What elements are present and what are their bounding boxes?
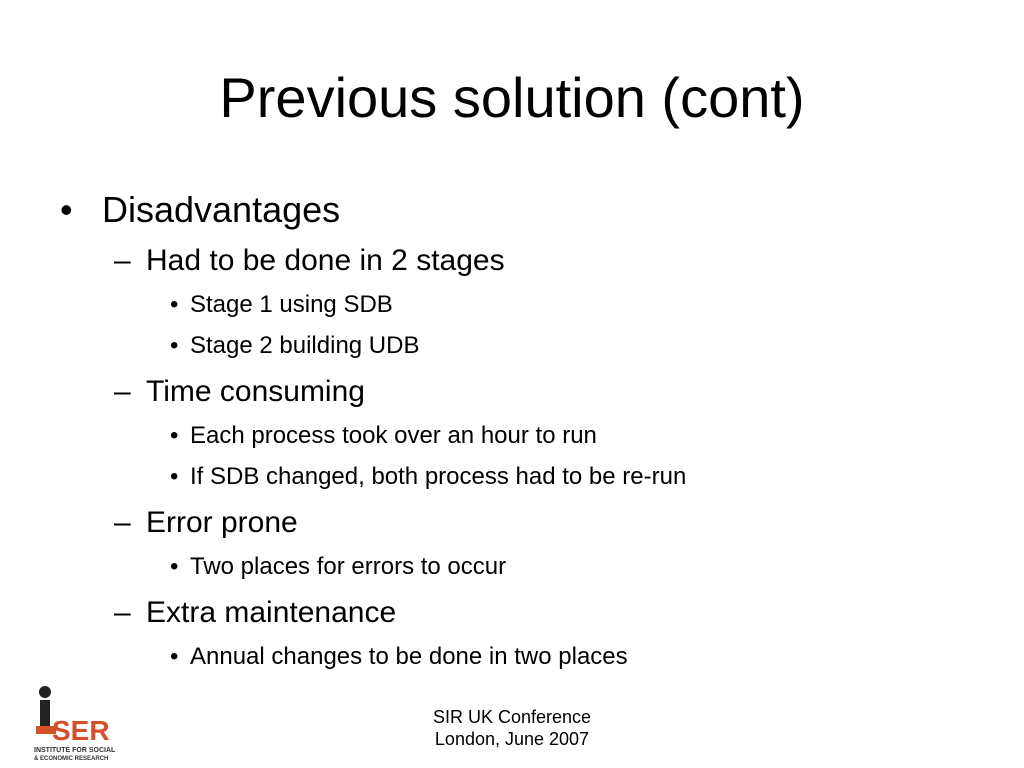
logo-tagline-2: & ECONOMIC RESEARCH — [34, 756, 109, 762]
bullet-text: Stage 1 using SDB — [190, 291, 393, 318]
logo-figure-body — [40, 700, 50, 726]
bullet-text: Time consuming — [146, 375, 365, 408]
footer-conference: SIR UK Conference — [432, 707, 592, 727]
bullet-text: Extra maintenance — [146, 596, 397, 629]
logo-figure-head — [39, 686, 51, 698]
bullet-dash-icon: – — [114, 244, 131, 277]
bullet-dot-icon: • — [170, 291, 179, 318]
bullet-dot-icon: • — [170, 422, 179, 449]
bullet-text: Annual changes to be done in two places — [190, 643, 628, 670]
footer — [380, 706, 644, 750]
bullet-dot-icon: • — [170, 332, 179, 359]
bullet-text: Error prone — [146, 506, 298, 539]
bullet-text: Two places for errors to occur — [190, 553, 507, 580]
bullet-dash-icon: – — [114, 375, 131, 408]
logo-wordmark: SER — [52, 715, 110, 746]
bullet-text: Disadvantages — [102, 189, 341, 230]
bullet-text: Each process took over an hour to run — [190, 422, 597, 449]
bullet-dot-icon: • — [170, 553, 179, 580]
bullet-text: Had to be done in 2 stages — [146, 244, 505, 277]
iser-logo — [28, 684, 124, 764]
bullet-dot-icon: • — [170, 643, 179, 670]
bullet-dot-icon: • — [170, 463, 179, 490]
slide-title: Previous solution (cont) — [219, 66, 805, 129]
bullet-dash-icon: – — [114, 506, 131, 539]
bullet-dot-icon: • — [60, 189, 73, 230]
bullet-text: Stage 2 building UDB — [190, 332, 420, 359]
bullet-text: If SDB changed, both process had to be re-run — [190, 463, 687, 490]
footer-date: London, June 2007 — [434, 729, 590, 749]
logo-tagline-1: INSTITUTE FOR SOCIAL — [34, 747, 116, 754]
bullet-dash-icon: – — [114, 596, 131, 629]
